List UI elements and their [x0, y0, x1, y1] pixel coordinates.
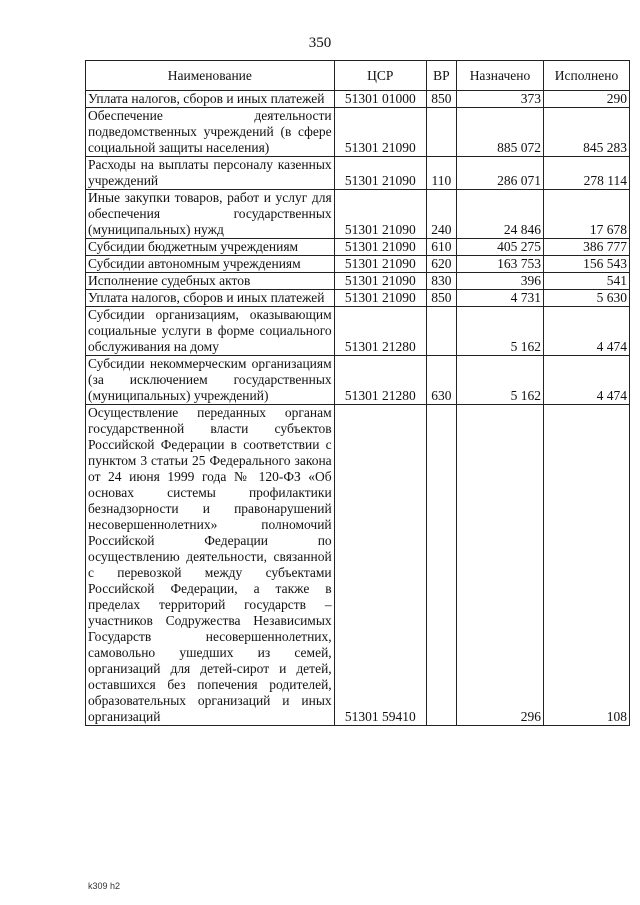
row-csr: 51301 21090	[334, 290, 426, 307]
row-assigned: 24 846	[456, 190, 543, 239]
table-row	[86, 405, 630, 726]
table-row	[86, 290, 630, 307]
row-assigned: 296	[456, 405, 543, 726]
row-name: Осуществление переданных органам государственной власти субъектов Российской Федерации в соответствии с пунктом 3 статьи 25 Федерального закона от 24 июня 1999 года № 120-ФЗ «Об основах системы профилактики безнадзорности и правонарушений несовершеннолетних» полномочий Российской Федерации по осуществлению деятельности, связанной с перевозкой между субъектами Российской Федерации, а также в пределах территорий государств – участников Содружества Независимых Государств несовершеннолетних, самовольно ушедших из семей, организаций для детей-сирот и детей, оставшихся без попечения родителей, образовательных организаций и иных организаций	[86, 405, 335, 726]
row-vr: 850	[426, 290, 456, 307]
row-name: Уплата налогов, сборов и иных платежей	[86, 91, 335, 108]
row-executed: 4 474	[543, 307, 629, 356]
row-csr: 51301 21280	[334, 356, 426, 405]
table-row	[86, 356, 630, 405]
row-name: Субсидии автономным учреждениям	[86, 256, 335, 273]
header-assigned: Назначено	[456, 61, 543, 91]
row-assigned: 396	[456, 273, 543, 290]
row-csr: 51301 21090	[334, 273, 426, 290]
row-executed: 541	[543, 273, 629, 290]
row-executed: 290	[543, 91, 629, 108]
row-name: Субсидии некоммерческим организациям (за исключением государственных (муниципальных) учреждений)	[86, 356, 335, 405]
row-executed: 17 678	[543, 190, 629, 239]
row-vr	[426, 307, 456, 356]
row-executed: 4 474	[543, 356, 629, 405]
table-row	[86, 273, 630, 290]
row-assigned: 405 275	[456, 239, 543, 256]
row-csr: 51301 21280	[334, 307, 426, 356]
page-number: 350	[308, 35, 332, 51]
row-csr: 51301 21090	[334, 256, 426, 273]
row-vr: 240	[426, 190, 456, 239]
row-name: Исполнение судебных актов	[86, 273, 335, 290]
row-assigned: 885 072	[456, 108, 543, 157]
row-vr: 610	[426, 239, 456, 256]
row-csr: 51301 21090	[334, 239, 426, 256]
row-vr	[426, 405, 456, 726]
table-row	[86, 256, 630, 273]
row-assigned: 5 162	[456, 307, 543, 356]
row-executed: 5 630	[543, 290, 629, 307]
row-vr: 630	[426, 356, 456, 405]
header-executed: Исполнено	[543, 61, 629, 91]
row-name: Субсидии организациям, оказывающим социальные услуги в форме социального обслуживания на дому	[86, 307, 335, 356]
table-row	[86, 108, 630, 157]
row-vr: 620	[426, 256, 456, 273]
row-name: Расходы на выплаты персоналу казенных учреждений	[86, 157, 335, 190]
table-row	[86, 307, 630, 356]
table-row	[86, 157, 630, 190]
row-assigned: 5 162	[456, 356, 543, 405]
table-header-row	[86, 61, 630, 91]
row-vr	[426, 108, 456, 157]
row-vr: 830	[426, 273, 456, 290]
row-csr: 51301 21090	[334, 190, 426, 239]
row-vr: 850	[426, 91, 456, 108]
row-csr: 51301 59410	[334, 405, 426, 726]
row-csr: 51301 21090	[334, 108, 426, 157]
row-executed: 278 114	[543, 157, 629, 190]
row-csr: 51301 01000	[334, 91, 426, 108]
row-assigned: 286 071	[456, 157, 543, 190]
row-assigned: 4 731	[456, 290, 543, 307]
row-executed: 108	[543, 405, 629, 726]
footer-code: k309 h2	[88, 881, 121, 891]
header-vr: ВР	[426, 61, 456, 91]
budget-table	[85, 60, 630, 726]
header-name: Наименование	[86, 61, 335, 91]
header-csr: ЦСР	[334, 61, 426, 91]
row-name: Иные закупки товаров, работ и услуг для обеспечения государственных (муниципальных) нужд	[86, 190, 335, 239]
table-row	[86, 91, 630, 108]
row-assigned: 163 753	[456, 256, 543, 273]
row-executed: 845 283	[543, 108, 629, 157]
row-executed: 156 543	[543, 256, 629, 273]
row-name: Уплата налогов, сборов и иных платежей	[86, 290, 335, 307]
table-row	[86, 239, 630, 256]
row-csr: 51301 21090	[334, 157, 426, 190]
row-name: Обеспечение деятельности подведомственных учреждений (в сфере социальной защиты населения)	[86, 108, 335, 157]
row-executed: 386 777	[543, 239, 629, 256]
row-vr: 110	[426, 157, 456, 190]
row-name: Субсидии бюджетным учреждениям	[86, 239, 335, 256]
row-assigned: 373	[456, 91, 543, 108]
table-row	[86, 190, 630, 239]
